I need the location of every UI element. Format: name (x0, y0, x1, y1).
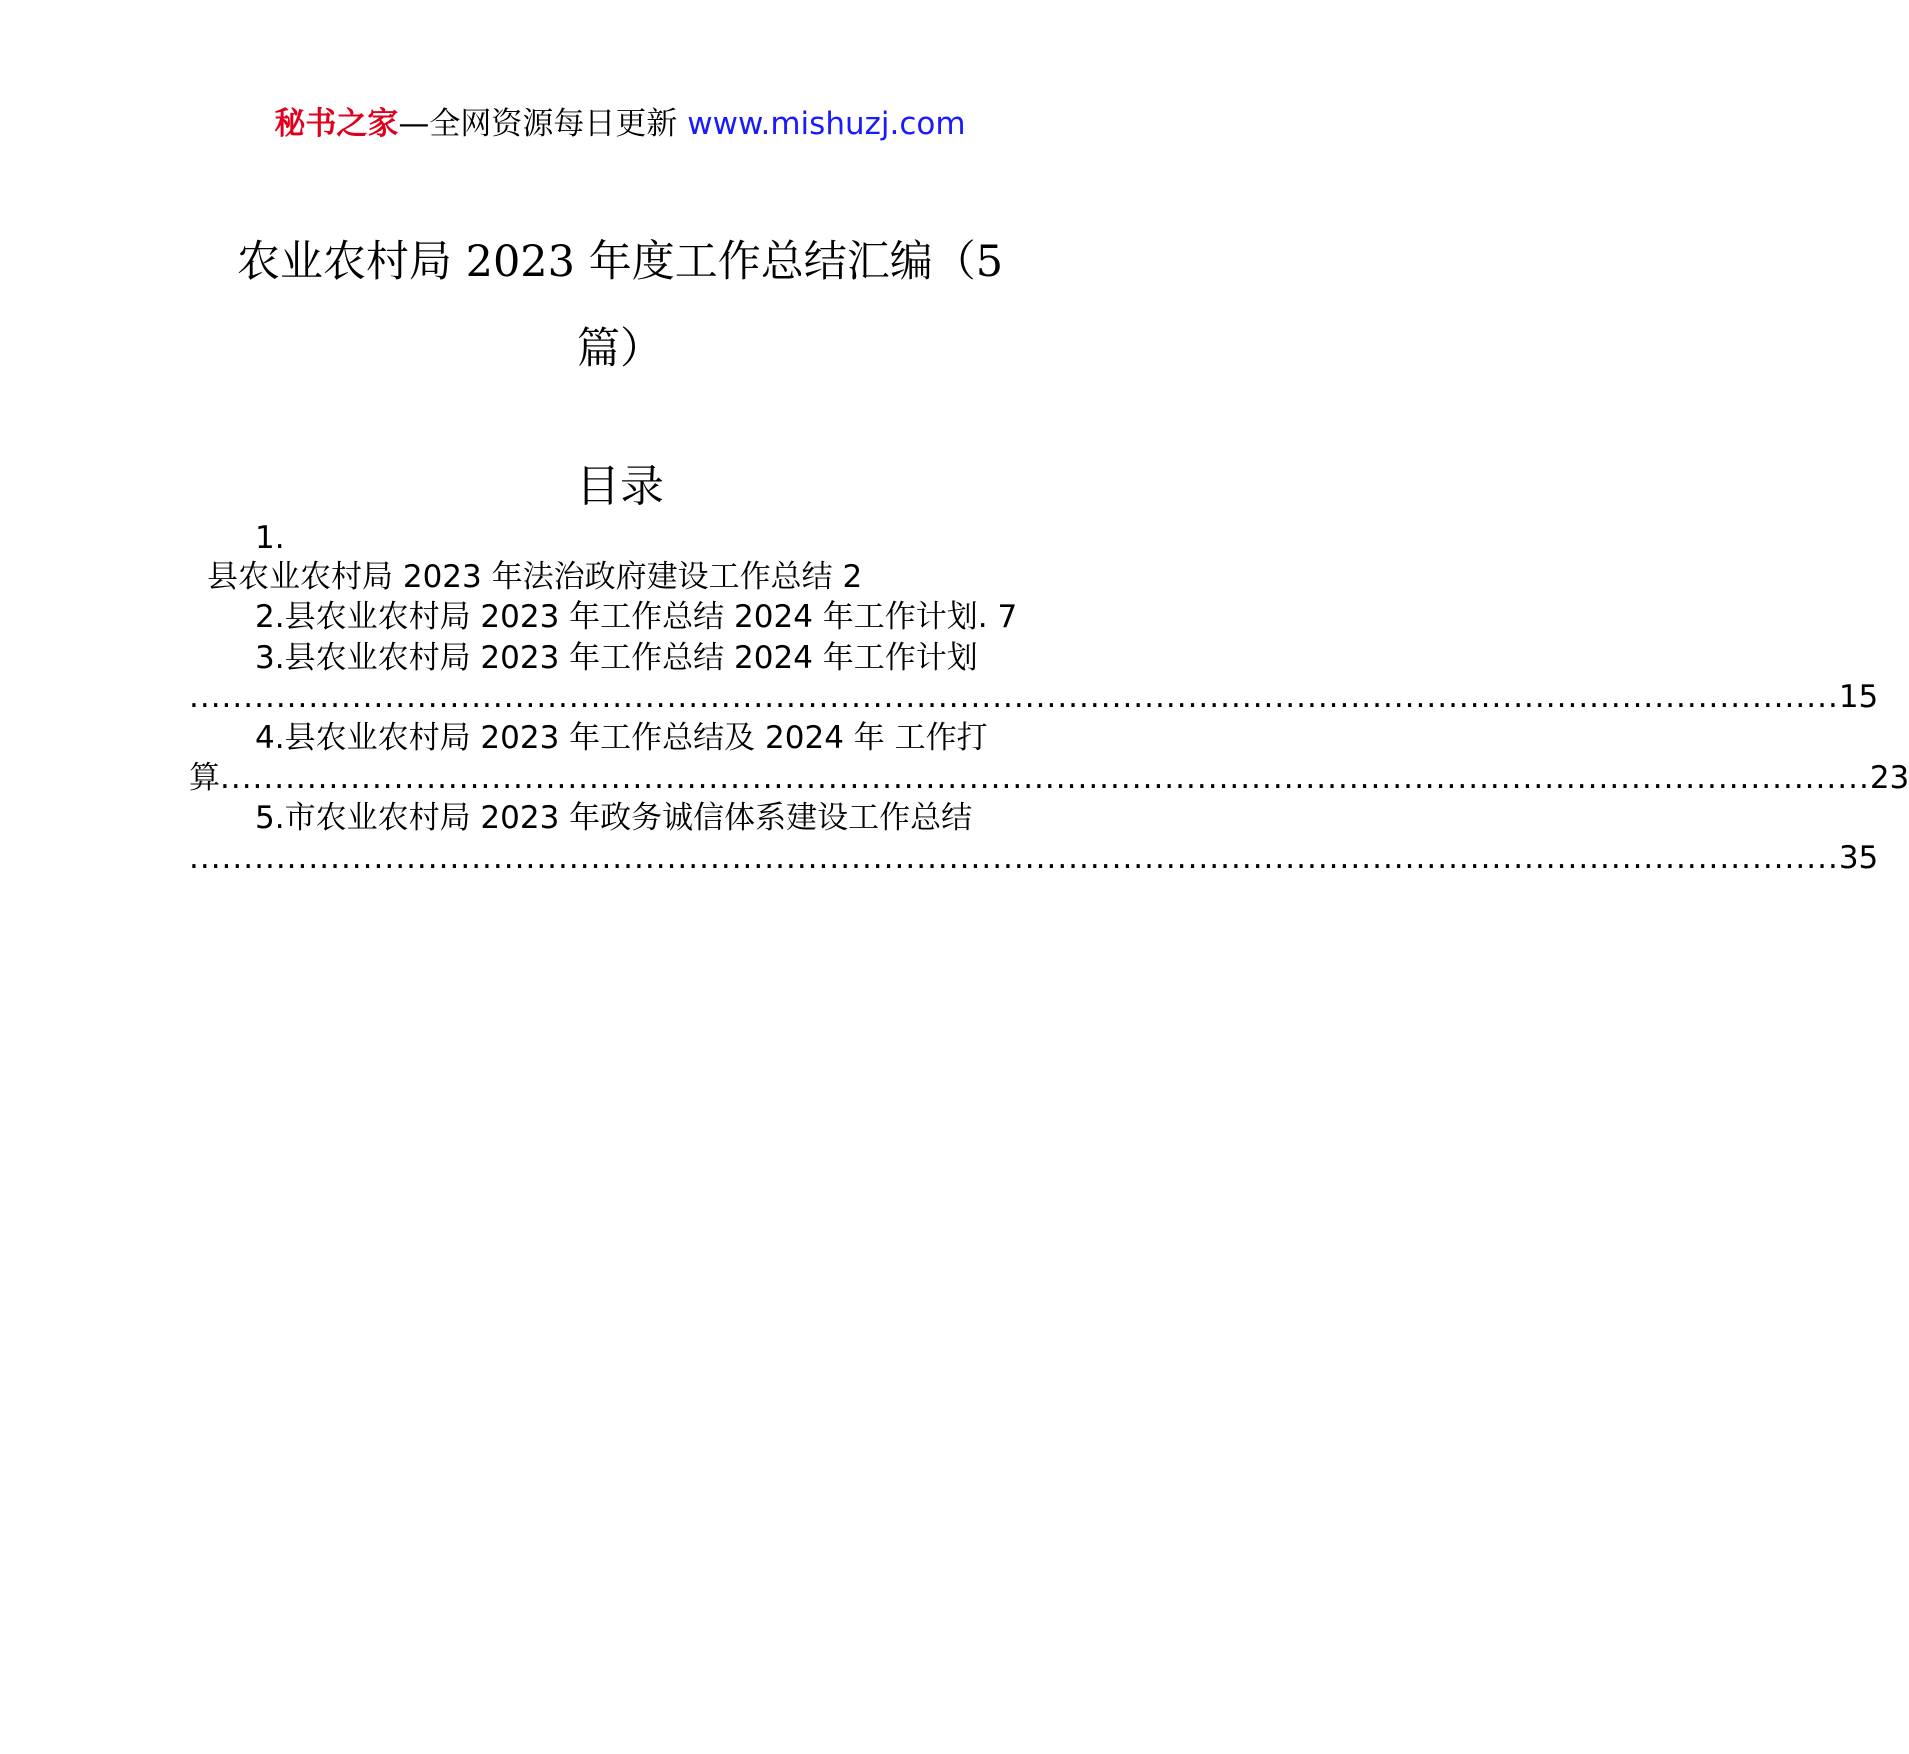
site-slogan: —全网资源每日更新 (398, 106, 678, 142)
toc-entry-1-page: 2 (842, 559, 863, 595)
toc-entry-5-leader[interactable] (189, 838, 1879, 878)
toc-entry-1-number[interactable]: 1. (255, 520, 285, 556)
site-url-link[interactable]: www.mishuzj.com (687, 106, 966, 142)
toc-entry-5-number: 5. (255, 800, 285, 836)
toc-entry-5[interactable] (255, 798, 972, 838)
toc-entry-5-page: 35 (1838, 840, 1879, 876)
dot-leader: ........................................................................................................................................................ (189, 679, 1839, 715)
toc-entry-3-page: 15 (1838, 679, 1879, 715)
toc-entry-4-number: 4. (255, 720, 285, 756)
toc-entry-2[interactable]: 2.县农业农村局 2023 年工作总结 2024 年工作计划. 7 (255, 599, 1018, 635)
toc-entry-4[interactable] (255, 718, 988, 758)
toc-entry-4-title-line-1: 县农业农村局 2023 年工作总结及 2024 年 工作打 (284, 720, 988, 756)
toc-entry-3-leader[interactable] (189, 677, 1879, 717)
document-title-line-1: 农业农村局 2023 年度工作总结汇编（5 (236, 237, 1004, 287)
toc-entry-1[interactable] (207, 557, 862, 597)
toc-entry-2-number: 2. (255, 599, 285, 635)
toc-entry-2-page: 7 (997, 599, 1018, 635)
site-header (0, 104, 1240, 144)
toc-entry-4-page: 23 (1869, 760, 1909, 796)
toc-heading: 目录 (576, 461, 664, 512)
dot-leader: ........................................................................................................................................................ (220, 760, 1870, 796)
toc-entry-4-title-line-2: 算 (189, 760, 220, 796)
document-title-line-2: 篇） (577, 324, 663, 374)
brand-name: 秘书之家 (274, 106, 399, 142)
toc-entry-4-leader[interactable] (189, 758, 1909, 798)
dot-leader: ........................................................................................................................................................ (189, 840, 1839, 876)
toc-entry-5-title: 市农业农村局 2023 年政务诚信体系建设工作总结 (284, 800, 973, 836)
toc-entry-2-title: 县农业农村局 2023 年工作总结 2024 年工作计划 (284, 599, 978, 635)
toc-entry-3-number: 3. (255, 640, 285, 676)
toc-entry-3-title: 县农业农村局 2023 年工作总结 2024 年工作计划 (284, 640, 978, 676)
toc-entry-1-title: 县农业农村局 2023 年法治政府建设工作总结 (207, 559, 833, 595)
toc-entry-3[interactable] (255, 638, 978, 678)
